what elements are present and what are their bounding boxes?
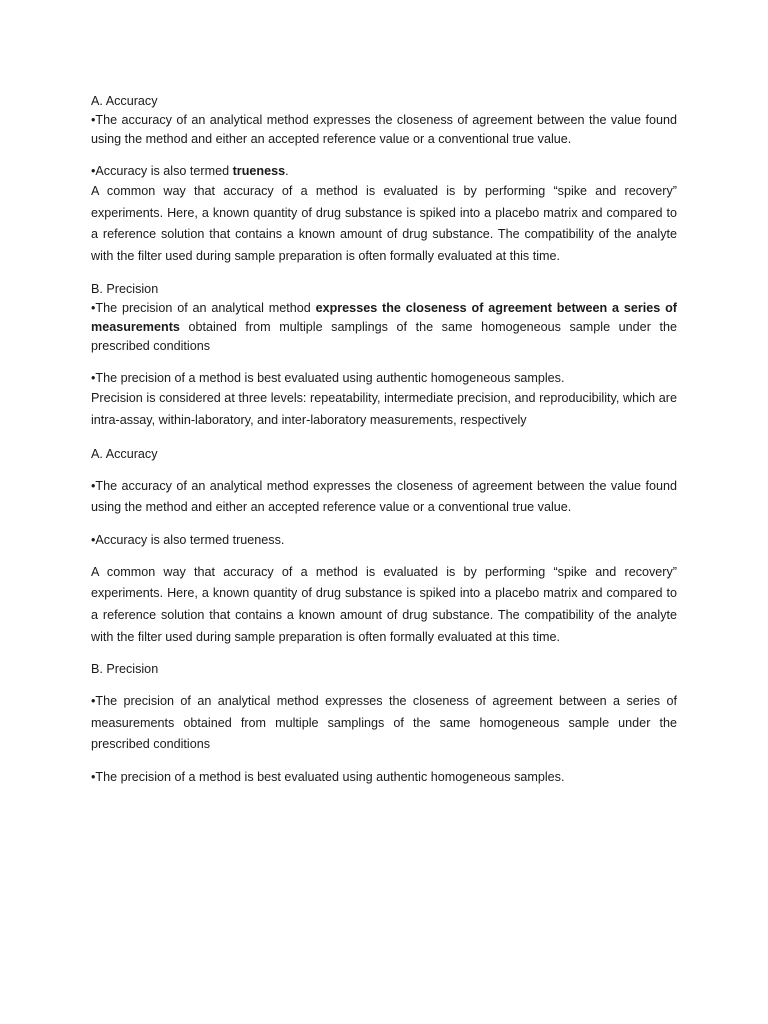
precision-suffix-text: obtained from multiple samplings of the same homogeneous sample under the prescribed conditions (91, 320, 677, 354)
precision-samples-paragraph: •The precision of a method is best evaluated using authentic homogeneous samples. (91, 371, 565, 386)
accuracy-definition-paragraph-repeat: •The accuracy of an analytical method expresses the closeness of agreement between the value found using the method and either an accepted reference value or a conventional true value. (91, 478, 677, 515)
document-page (91, 92, 677, 787)
precision-samples-paragraph-repeat: •The precision of a method is best evaluated using authentic homogeneous samples. (91, 769, 565, 784)
section-heading-precision: B. Precision (91, 282, 159, 297)
precision-prefix-text: •The precision of an analytical method (91, 301, 316, 316)
trueness-bold-text: trueness (232, 164, 286, 178)
section-heading-precision-repeat: B. Precision (91, 662, 159, 677)
accuracy-trueness-paragraph-repeat: •Accuracy is also termed trueness. (91, 532, 285, 547)
precision-bold-text: expresses the closeness of agreement between a series of measurements (91, 301, 677, 335)
spike-recovery-paragraph-repeat: A common way that accuracy of a method is evaluated is by performing “spike and recovery” experiments. Here, a known quantity of drug substance is spiked into a placebo matrix and compared to a reference solution that contains a known amount of drug substance. The compatibility of the analyte with the filter used during sample preparation is often formally evaluated at this time. (91, 564, 677, 644)
trueness-prefix-text: •Accuracy is also termed (91, 164, 233, 178)
accuracy-definition-paragraph: •The accuracy of an analytical method expresses the closeness of agreement between the value found using the method and either an accepted reference value or a conventional true value. (91, 113, 677, 146)
section-heading-accuracy-repeat: A. Accuracy (91, 446, 158, 461)
precision-definition-paragraph-repeat: •The precision of an analytical method expresses the closeness of agreement between a series of measurements obtained from multiple samplings of the same homogeneous sample under the prescribed conditions (91, 694, 677, 752)
precision-definition-paragraph (91, 299, 677, 356)
precision-levels-paragraph: Precision is considered at three levels: repeatability, intermediate precision, and reproducibility, which are intra-assay, within-laboratory, and inter-laboratory measurements, respectively (91, 391, 677, 427)
section-heading-accuracy: A. Accuracy (91, 94, 158, 108)
accuracy-trueness-paragraph (91, 162, 677, 181)
spike-recovery-paragraph: A common way that accuracy of a method is evaluated is by performing “spike and recovery” experiments. Here, a known quantity of drug substance is spiked into a placebo matrix and compared to a reference solution that contains a known amount of drug substance. The compatibility of the analyte with the filter used during sample preparation is often formally evaluated at this time. (91, 184, 677, 263)
trueness-suffix-text: . (285, 164, 289, 178)
